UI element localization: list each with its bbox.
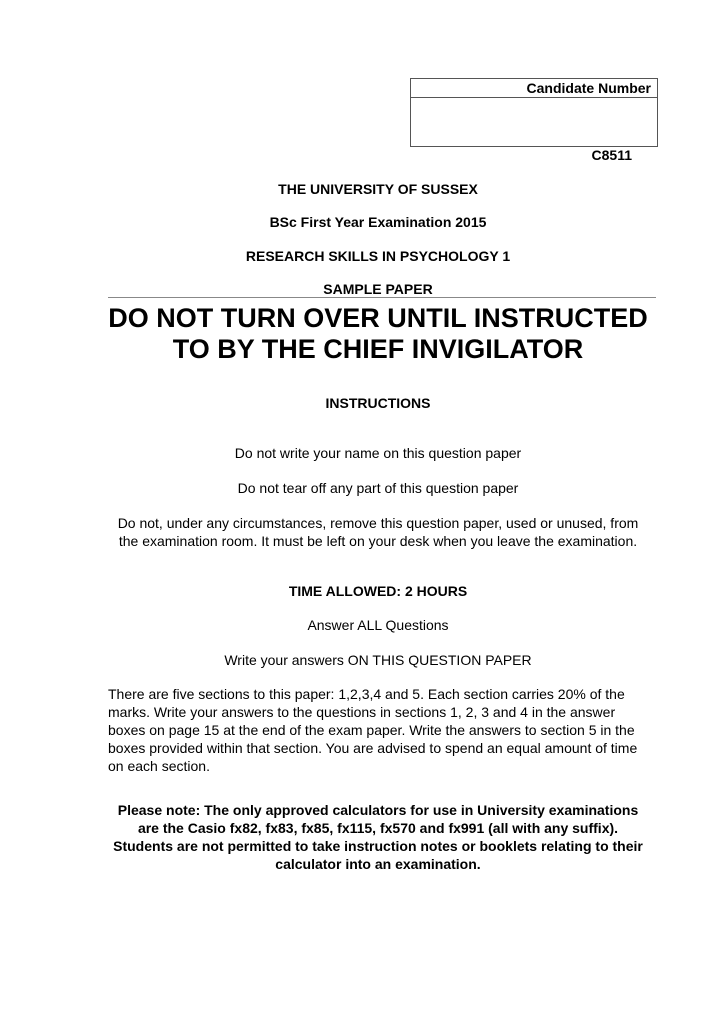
instruction-item: Do not, under any circumstances, remove this question paper, used or unused, from the examination room. It must be left on your desk when you leave the examination. — [117, 515, 639, 549]
warning-line-1: DO NOT TURN OVER UNTIL INSTRUCTED — [108, 303, 648, 333]
instruction-item: Do not tear off any part of this question paper — [237, 480, 519, 496]
candidate-number-field[interactable] — [411, 98, 657, 146]
instruction-item: Do not write your name on this question paper — [234, 445, 522, 461]
university-name: THE UNIVERSITY OF SUSSEX — [278, 181, 478, 197]
sections-paragraph: There are five sections to this paper: 1,2,3,4 and 5. Each section carries 20% of the marks. Write your answers to the questions in sections 1, 2, 3 and 4 in the answer boxes on page 15 at the end of the exam paper. Write the answers to section 5 in the boxes provided within that section. You are advised to spend an equal amount of time on each section. — [108, 686, 638, 774]
instructions-heading: INSTRUCTIONS — [325, 395, 431, 411]
write-answers: Write your answers ON THIS QUESTION PAPER — [224, 652, 532, 668]
module-title: RESEARCH SKILLS IN PSYCHOLOGY 1 — [245, 248, 511, 264]
candidate-number-box — [410, 78, 658, 147]
answer-all: Answer ALL Questions — [307, 617, 449, 633]
paper-code: C8511 — [591, 147, 632, 163]
calculator-note: Please note: The only approved calculators for use in University examinations are the Casio fx82, fx83, fx85, fx115, fx570 and fx991 (all with any suffix). Students are not permitted to take instruction notes or booklets relating to their calculator into an examination. — [113, 802, 643, 872]
candidate-number-label: Candidate Number — [411, 79, 657, 98]
time-allowed: TIME ALLOWED: 2 HOURS — [288, 583, 468, 599]
paper-type: SAMPLE PAPER — [323, 281, 433, 297]
divider — [108, 297, 656, 298]
exam-title: BSc First Year Examination 2015 — [269, 214, 487, 230]
warning-line-2: TO BY THE CHIEF INVIGILATOR — [172, 334, 584, 364]
